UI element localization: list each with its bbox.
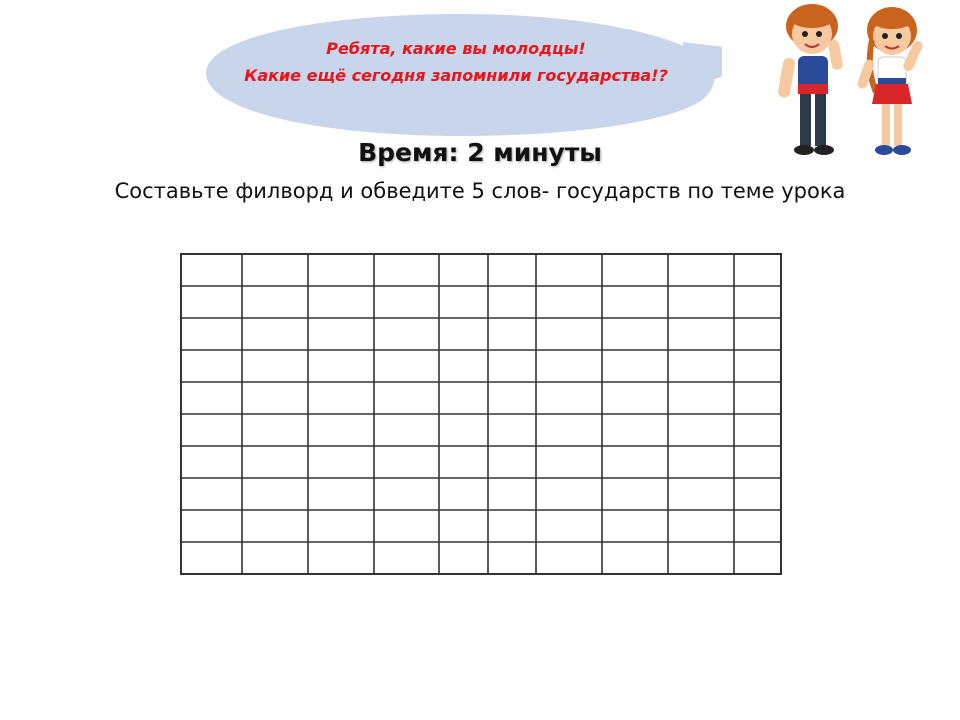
grid-cell[interactable] (309, 383, 373, 413)
grid-cell[interactable] (735, 383, 780, 413)
grid-cell[interactable] (182, 511, 241, 541)
grid-cell[interactable] (669, 415, 733, 445)
grid-cell[interactable] (489, 447, 535, 477)
grid-cell[interactable] (243, 255, 307, 285)
grid-cell[interactable] (375, 319, 438, 349)
grid-cell[interactable] (243, 511, 307, 541)
grid-cell[interactable] (735, 511, 780, 541)
grid-cell[interactable] (537, 383, 601, 413)
grid-cell[interactable] (603, 319, 667, 349)
grid-cell[interactable] (735, 415, 780, 445)
grid-cell[interactable] (243, 543, 307, 573)
grid-cell[interactable] (537, 511, 601, 541)
grid-cell[interactable] (182, 447, 241, 477)
grid-cell[interactable] (243, 479, 307, 509)
grid-cell[interactable] (309, 543, 373, 573)
grid-cell[interactable] (603, 479, 667, 509)
grid-cell[interactable] (440, 447, 487, 477)
grid-cell[interactable] (182, 415, 241, 445)
grid-cell[interactable] (440, 383, 487, 413)
grid-cell[interactable] (440, 287, 487, 317)
grid-cell[interactable] (440, 479, 487, 509)
grid-cell[interactable] (375, 351, 438, 381)
grid-cell[interactable] (669, 447, 733, 477)
grid-cell[interactable] (309, 479, 373, 509)
grid-cell[interactable] (243, 287, 307, 317)
grid-cell[interactable] (182, 351, 241, 381)
grid-cell[interactable] (603, 351, 667, 381)
grid-cell[interactable] (243, 319, 307, 349)
grid-cell[interactable] (243, 351, 307, 381)
grid-cell[interactable] (489, 479, 535, 509)
instruction-text: Составьте филворд и обведите 5 слов- государств по теме урока (114, 179, 846, 203)
grid-cell[interactable] (603, 287, 667, 317)
grid-cell[interactable] (182, 255, 241, 285)
grid-cell[interactable] (669, 479, 733, 509)
grid-cell[interactable] (669, 543, 733, 573)
grid-cell[interactable] (489, 351, 535, 381)
grid-cell[interactable] (537, 319, 601, 349)
grid-cell[interactable] (537, 287, 601, 317)
speech-bubble (202, 12, 722, 138)
grid-cell[interactable] (735, 287, 780, 317)
grid-cell[interactable] (309, 255, 373, 285)
boy-figure (777, 4, 843, 155)
grid-cell[interactable] (243, 447, 307, 477)
grid-cell[interactable] (440, 415, 487, 445)
grid-cell[interactable] (440, 255, 487, 285)
grid-cell[interactable] (182, 287, 241, 317)
grid-cell[interactable] (309, 319, 373, 349)
grid-cell[interactable] (440, 511, 487, 541)
grid-cell[interactable] (440, 351, 487, 381)
grid-cell[interactable] (489, 319, 535, 349)
grid-cell[interactable] (603, 543, 667, 573)
grid-cell[interactable] (603, 511, 667, 541)
page-title (0, 138, 960, 167)
grid-cell[interactable] (669, 287, 733, 317)
grid-cell[interactable] (375, 447, 438, 477)
grid-cell[interactable] (735, 255, 780, 285)
grid-cell[interactable] (375, 511, 438, 541)
grid-cell[interactable] (182, 543, 241, 573)
grid-cell[interactable] (603, 383, 667, 413)
grid-cell[interactable] (603, 447, 667, 477)
speech-line-2: Какие ещё сегодня запомнили государства!? (244, 66, 668, 85)
grid-cell[interactable] (735, 543, 780, 573)
grid-cell[interactable] (537, 351, 601, 381)
grid-cell[interactable] (309, 415, 373, 445)
grid-cell[interactable] (603, 415, 667, 445)
title-text: Время: 2 минуты (358, 138, 602, 167)
grid-cell[interactable] (309, 287, 373, 317)
grid-cell[interactable] (735, 479, 780, 509)
grid-cell[interactable] (669, 383, 733, 413)
speech-line-1: Ребята, какие вы молодцы! (326, 39, 586, 58)
grid-cell[interactable] (309, 447, 373, 477)
grid-cell[interactable] (489, 543, 535, 573)
grid-cell[interactable] (537, 479, 601, 509)
grid-cell[interactable] (375, 415, 438, 445)
girl-figure (856, 7, 924, 155)
grid-cell[interactable] (669, 351, 733, 381)
grid-cell[interactable] (182, 383, 241, 413)
grid-cell[interactable] (537, 415, 601, 445)
grid-cell[interactable] (669, 319, 733, 349)
grid-cell[interactable] (309, 351, 373, 381)
grid-cell[interactable] (537, 255, 601, 285)
grid-cell[interactable] (375, 255, 438, 285)
grid-cell[interactable] (375, 479, 438, 509)
grid-cell[interactable] (182, 319, 241, 349)
grid-cell[interactable] (489, 511, 535, 541)
speech-bubble-text (232, 35, 680, 89)
word-grid (180, 253, 782, 575)
grid-cell[interactable] (735, 447, 780, 477)
grid-cell[interactable] (375, 383, 438, 413)
grid-cell[interactable] (309, 511, 373, 541)
grid-cell[interactable] (537, 447, 601, 477)
grid-cell[interactable] (440, 319, 487, 349)
grid-cell[interactable] (489, 383, 535, 413)
grid-cell[interactable] (669, 255, 733, 285)
grid-cell[interactable] (243, 383, 307, 413)
grid-cell[interactable] (537, 543, 601, 573)
grid-cell[interactable] (489, 287, 535, 317)
grid-cell[interactable] (489, 415, 535, 445)
grid-cell[interactable] (440, 543, 487, 573)
word-grid-lines (180, 253, 782, 575)
grid-cell[interactable] (735, 319, 780, 349)
grid-cell[interactable] (182, 479, 241, 509)
grid-cell[interactable] (669, 511, 733, 541)
grid-cell[interactable] (243, 415, 307, 445)
grid-cell[interactable] (489, 255, 535, 285)
grid-cell[interactable] (375, 543, 438, 573)
grid-cell[interactable] (603, 255, 667, 285)
grid-cell[interactable] (735, 351, 780, 381)
grid-cell[interactable] (375, 287, 438, 317)
